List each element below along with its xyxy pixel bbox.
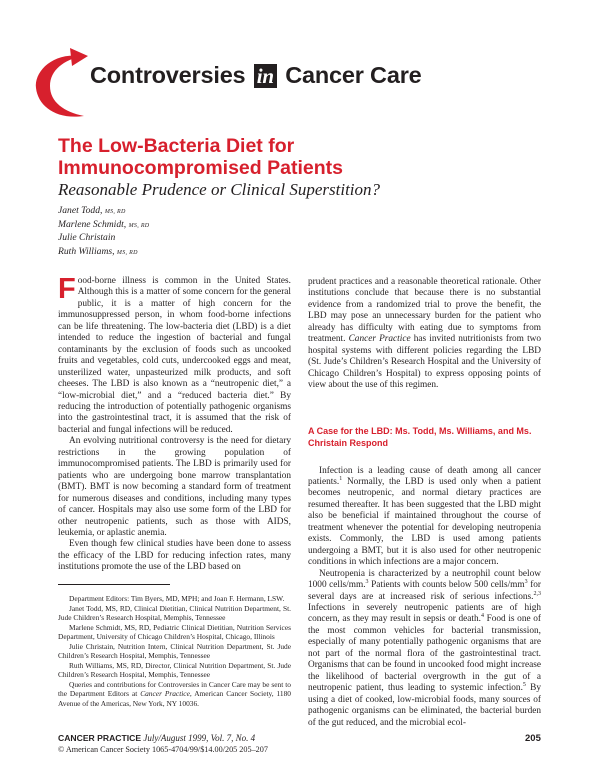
note-paragraph: Queries and contributions for Controversies in Cancer Care may be sent to the Department Editors at Cancer Practice, American Cancer Society, 1180 Avenue of the Americas, New York, NY 10036. [58,679,291,708]
note-paragraph: Marlene Schmidt, MS, RD, Pediatric Clinical Dietitian, Nutrition Services Department, University of Chicago Children’s Hospital, Chicago, Illinois [58,622,291,641]
author-list [58,205,149,260]
author-item: Julie Christain [58,232,116,244]
footer-journal: CANCER PRACTICE [58,733,142,743]
author-item: Ruth Williams, MS, RD [58,246,138,258]
drop-cap: F [58,273,76,305]
red-crescent-arrow-logo [30,40,90,128]
series-title-left: Controversies [90,62,246,88]
body-paragraph: Neutropenia is characterized by a neutrophil count below 1000 cells/mm.$^3$ Patients with counts below 500 cells/$mm^3$ for several days are at increased risk of serious infections.$^{2,3}$ Infections in severely neutropenic patients are of high concern, as they may result in sepsis or death.$^4$ Food is one of the most common vehicles for bacterial transmission, especially of many potentially pathogenic organisms that are not part of the normal flora of the gastrointestinal tract. Organisms that can be found in uncooked food might increase the likelihood of bacterial overgrowth in the gut of a neutropenic patient, thus leading to systemic infection.$^5$ By using a diet of cooked, low-microbial foods, many sources of pathogenic organisms can be eliminated, the bacterial burden of the gut reduced, and the microbial ecol- [308,568,542,728]
footer-citation [58,733,255,743]
author-item: Janet Todd, MS, RD [58,205,126,216]
body-paragraph: Even though few clinical studies have been done to assess the efficacy of the LBD for reducing infection rates, many institutions promote the use of the LBD based on [58,539,291,573]
author-item: Marlene Schmidt, MS, RD [58,218,150,230]
series-title-in: in [254,64,277,88]
section-heading: A Case for the LBD: Ms. Todd, Ms. Williams, and Ms. Christain Respond [308,425,532,448]
notes-divider [58,584,170,585]
body-paragraph: prudent practices and a reasonable theoretical rationale. Other institutions conclude that because there is no substantial evidence from a randomized trial to prove the benefit, the LBD may pose an unnecessary burden for the patient who already has difficulty with eating due to symptoms from treatment. Cancer Practice has invited nutritionists from two hospital systems with different policies regarding the LBD (St. Jude’s Children’s Research Hospital and the University of Chicago Children’s Hospital) to express opposing points of view about the use of this regimen. [308,277,542,391]
note-paragraph: Janet Todd, MS, RD, Clinical Dietitian, Clinical Nutrition Department, St. Jude Children’s Research Hospital, Memphis, Tennessee [58,603,291,622]
article-title: The Low-Bacteria Diet for Immunocompromised Patients [58,135,343,179]
body-paragraph: Food-borne illness is common in the United States. Although this is a matter of some concern for the general public, it is a matter of high concern for the immunosuppressed person, in whom food-borne infections can be life threatening. The low-bacteria diet (LBD) is a diet intended to reduce the ingestion of bacterial and fungal contaminants by the exclusion of foods such as uncooked fruits and vegetables, cold cuts, undercooked eggs and meat, unsterilized water, unpasteurized milk products, and soft cheeses. The LBD is also known as a “neutropenic diet,” a “low-microbial diet,” and a “reduced bacteria diet.” By reducing the introduction of potentially pathogenic organisms into the gastrointestinal tract, it is assumed that the risk of bacterial and fungal infections will be reduced. [58,273,291,435]
article-subtitle: Reasonable Prudence or Clinical Superstition? [58,180,381,199]
page-number: 205 [525,733,541,744]
body-paragraph: Infection is a leading cause of death among all cancer patients.$^1$ Normally, the LBD is used only when a patient becomes neutropenic, and normal dietary practices are resumed thereafter. It has been suggested that the LBD might also be beneficial if maintained throughout the course of treatment whenever the potential for developing neutropenia exists. Commonly, the LBD is used among patients undergoing a BMT, but it is also used for other neutropenic conditions in which infections are a major concern. [308,465,541,568]
editor-notes [58,594,291,708]
note-paragraph: Julie Christain, Nutrition Intern, Clinical Nutrition Department, St. Jude Children’s Research Hospital, Memphis, Tennessee [58,641,291,660]
body-column-left [58,273,291,574]
series-title [90,62,422,89]
note-paragraph: Department Editors: Tim Byers, MD, MPH; and Joan F. Hermann, LSW. [69,594,285,603]
footer-copyright: © American Cancer Society 1065-4704/99/$14.00/205 205–207 [58,745,268,754]
body-column-right [308,277,541,729]
footer-issue: July/August 1999, Vol. 7, No. 4 [143,733,256,743]
series-title-right: Cancer Care [285,62,422,88]
body-paragraph: An evolving nutritional controversy is the need for dietary restrictions in the growing population of immunocompromised patients. The LBD is primarily used for patients who are undergoing bone marrow transplantation (BMT). BMT is now becoming a standard form of treatment for numerous diseases and conditions, including many types of cancer. Hospitals may also use some form of the LBD for other neutropenic patients, such as those with AIDS, leukemia, or aplastic anemia. [58,436,291,538]
note-paragraph: Ruth Williams, MS, RD, Director, Clinical Nutrition Department, St. Jude Children’s Research Hospital, Memphis, Tennessee [58,660,291,679]
